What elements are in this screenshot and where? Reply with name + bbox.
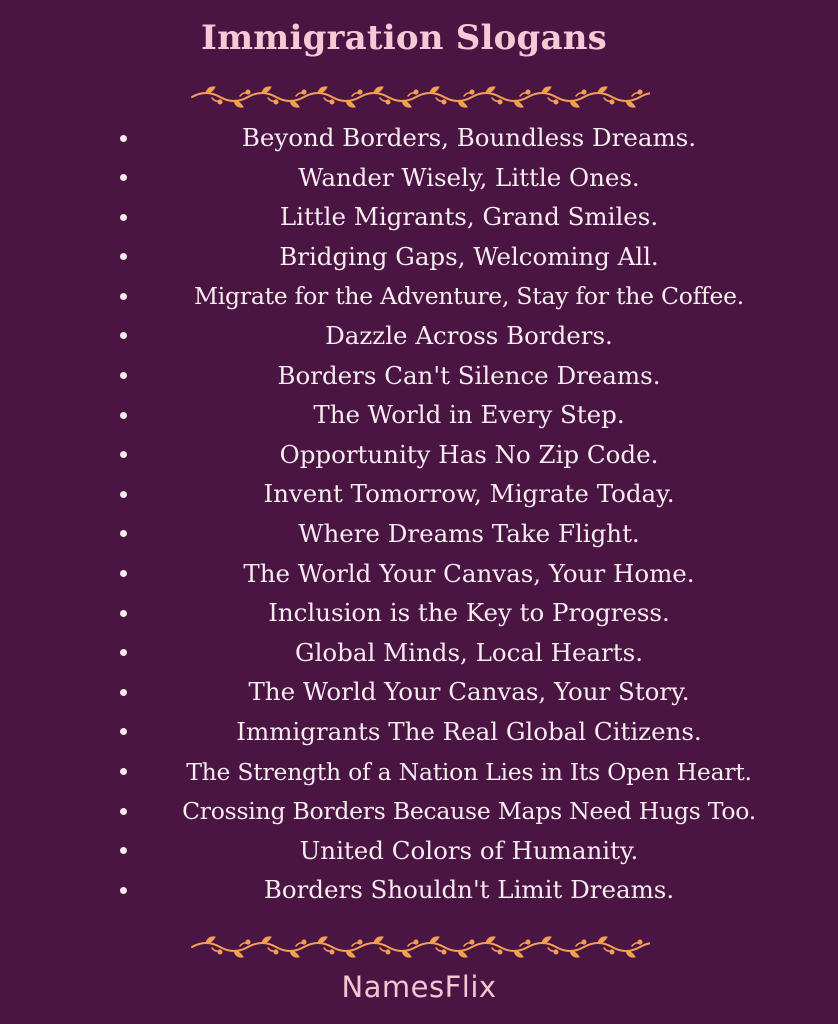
slogan-text: Wander Wisely, Little Ones. bbox=[298, 162, 640, 192]
slogan-text: The World Your Canvas, Your Story. bbox=[248, 677, 690, 707]
bullet-dot-icon bbox=[120, 728, 127, 735]
page-title: Immigration Slogans bbox=[201, 18, 607, 58]
list-item bbox=[112, 870, 802, 910]
bullet-dot-icon bbox=[120, 293, 127, 300]
bullet-dot-icon bbox=[120, 332, 127, 339]
bullet-dot-icon bbox=[120, 847, 127, 854]
slogan-list bbox=[112, 118, 802, 910]
list-item bbox=[112, 712, 802, 752]
list-item bbox=[112, 118, 802, 158]
bullet-dot-icon bbox=[120, 689, 127, 696]
slogan-text: Borders Can't Silence Dreams. bbox=[277, 360, 661, 390]
bullet-dot-icon bbox=[120, 174, 127, 181]
list-item bbox=[112, 752, 802, 792]
list-item bbox=[112, 316, 802, 356]
bullet-dot-icon bbox=[120, 570, 127, 577]
slogan-text: Opportunity Has No Zip Code. bbox=[279, 439, 659, 469]
list-item bbox=[112, 672, 802, 712]
slogan-text: Immigrants The Real Global Citizens. bbox=[236, 716, 702, 746]
list-item bbox=[112, 593, 802, 633]
list-item bbox=[112, 197, 802, 237]
slogan-text: Bridging Gaps, Welcoming All. bbox=[279, 241, 659, 271]
bullet-dot-icon bbox=[120, 253, 127, 260]
bullet-dot-icon bbox=[120, 610, 127, 617]
slogan-text: Crossing Borders Because Maps Need Hugs Too. bbox=[182, 797, 756, 826]
slogan-text: The World in Every Step. bbox=[313, 400, 625, 430]
bullet-dot-icon bbox=[120, 491, 127, 498]
slogan-text: Inclusion is the Key to Progress. bbox=[268, 598, 670, 628]
bullet-dot-icon bbox=[120, 808, 127, 815]
list-item bbox=[112, 158, 802, 198]
vine-ornament-icon bbox=[188, 84, 650, 110]
brand-logo: NamesFlix bbox=[341, 970, 497, 1004]
slogan-text: Where Dreams Take Flight. bbox=[298, 518, 640, 548]
slogan-text: Invent Tomorrow, Migrate Today. bbox=[263, 479, 675, 509]
bullet-dot-icon bbox=[120, 135, 127, 142]
list-item bbox=[112, 474, 802, 514]
bullet-dot-icon bbox=[120, 372, 127, 379]
bullet-dot-icon bbox=[120, 768, 127, 775]
bullet-dot-icon bbox=[120, 530, 127, 537]
bullet-dot-icon bbox=[120, 451, 127, 458]
slogan-text: Dazzle Across Borders. bbox=[325, 320, 613, 350]
list-item bbox=[112, 395, 802, 435]
slogan-text: Beyond Borders, Boundless Dreams. bbox=[241, 123, 697, 152]
list-item bbox=[112, 831, 802, 871]
vine-ornament-icon bbox=[188, 934, 650, 960]
list-item bbox=[112, 554, 802, 594]
slogan-text: United Colors of Humanity. bbox=[299, 835, 639, 865]
list-item bbox=[112, 791, 802, 831]
bullet-dot-icon bbox=[120, 887, 127, 894]
slogan-text: Little Migrants, Grand Smiles. bbox=[279, 202, 659, 232]
list-item bbox=[112, 237, 802, 277]
slogan-text: Borders Shouldn't Limit Dreams. bbox=[263, 875, 675, 905]
list-item bbox=[112, 435, 802, 475]
list-item bbox=[112, 356, 802, 396]
bullet-dot-icon bbox=[120, 649, 127, 656]
slogan-text: The Strength of a Nation Lies in Its Open Heart. bbox=[186, 757, 752, 786]
bullet-dot-icon bbox=[120, 214, 127, 221]
slogan-text: Global Minds, Local Hearts. bbox=[295, 637, 643, 667]
slogan-text: The World Your Canvas, Your Home. bbox=[243, 558, 695, 588]
bullet-dot-icon bbox=[120, 412, 127, 419]
list-item bbox=[112, 633, 802, 673]
slogan-text: Migrate for the Adventure, Stay for the Coffee. bbox=[193, 282, 745, 311]
list-item bbox=[112, 514, 802, 554]
list-item bbox=[112, 276, 802, 316]
